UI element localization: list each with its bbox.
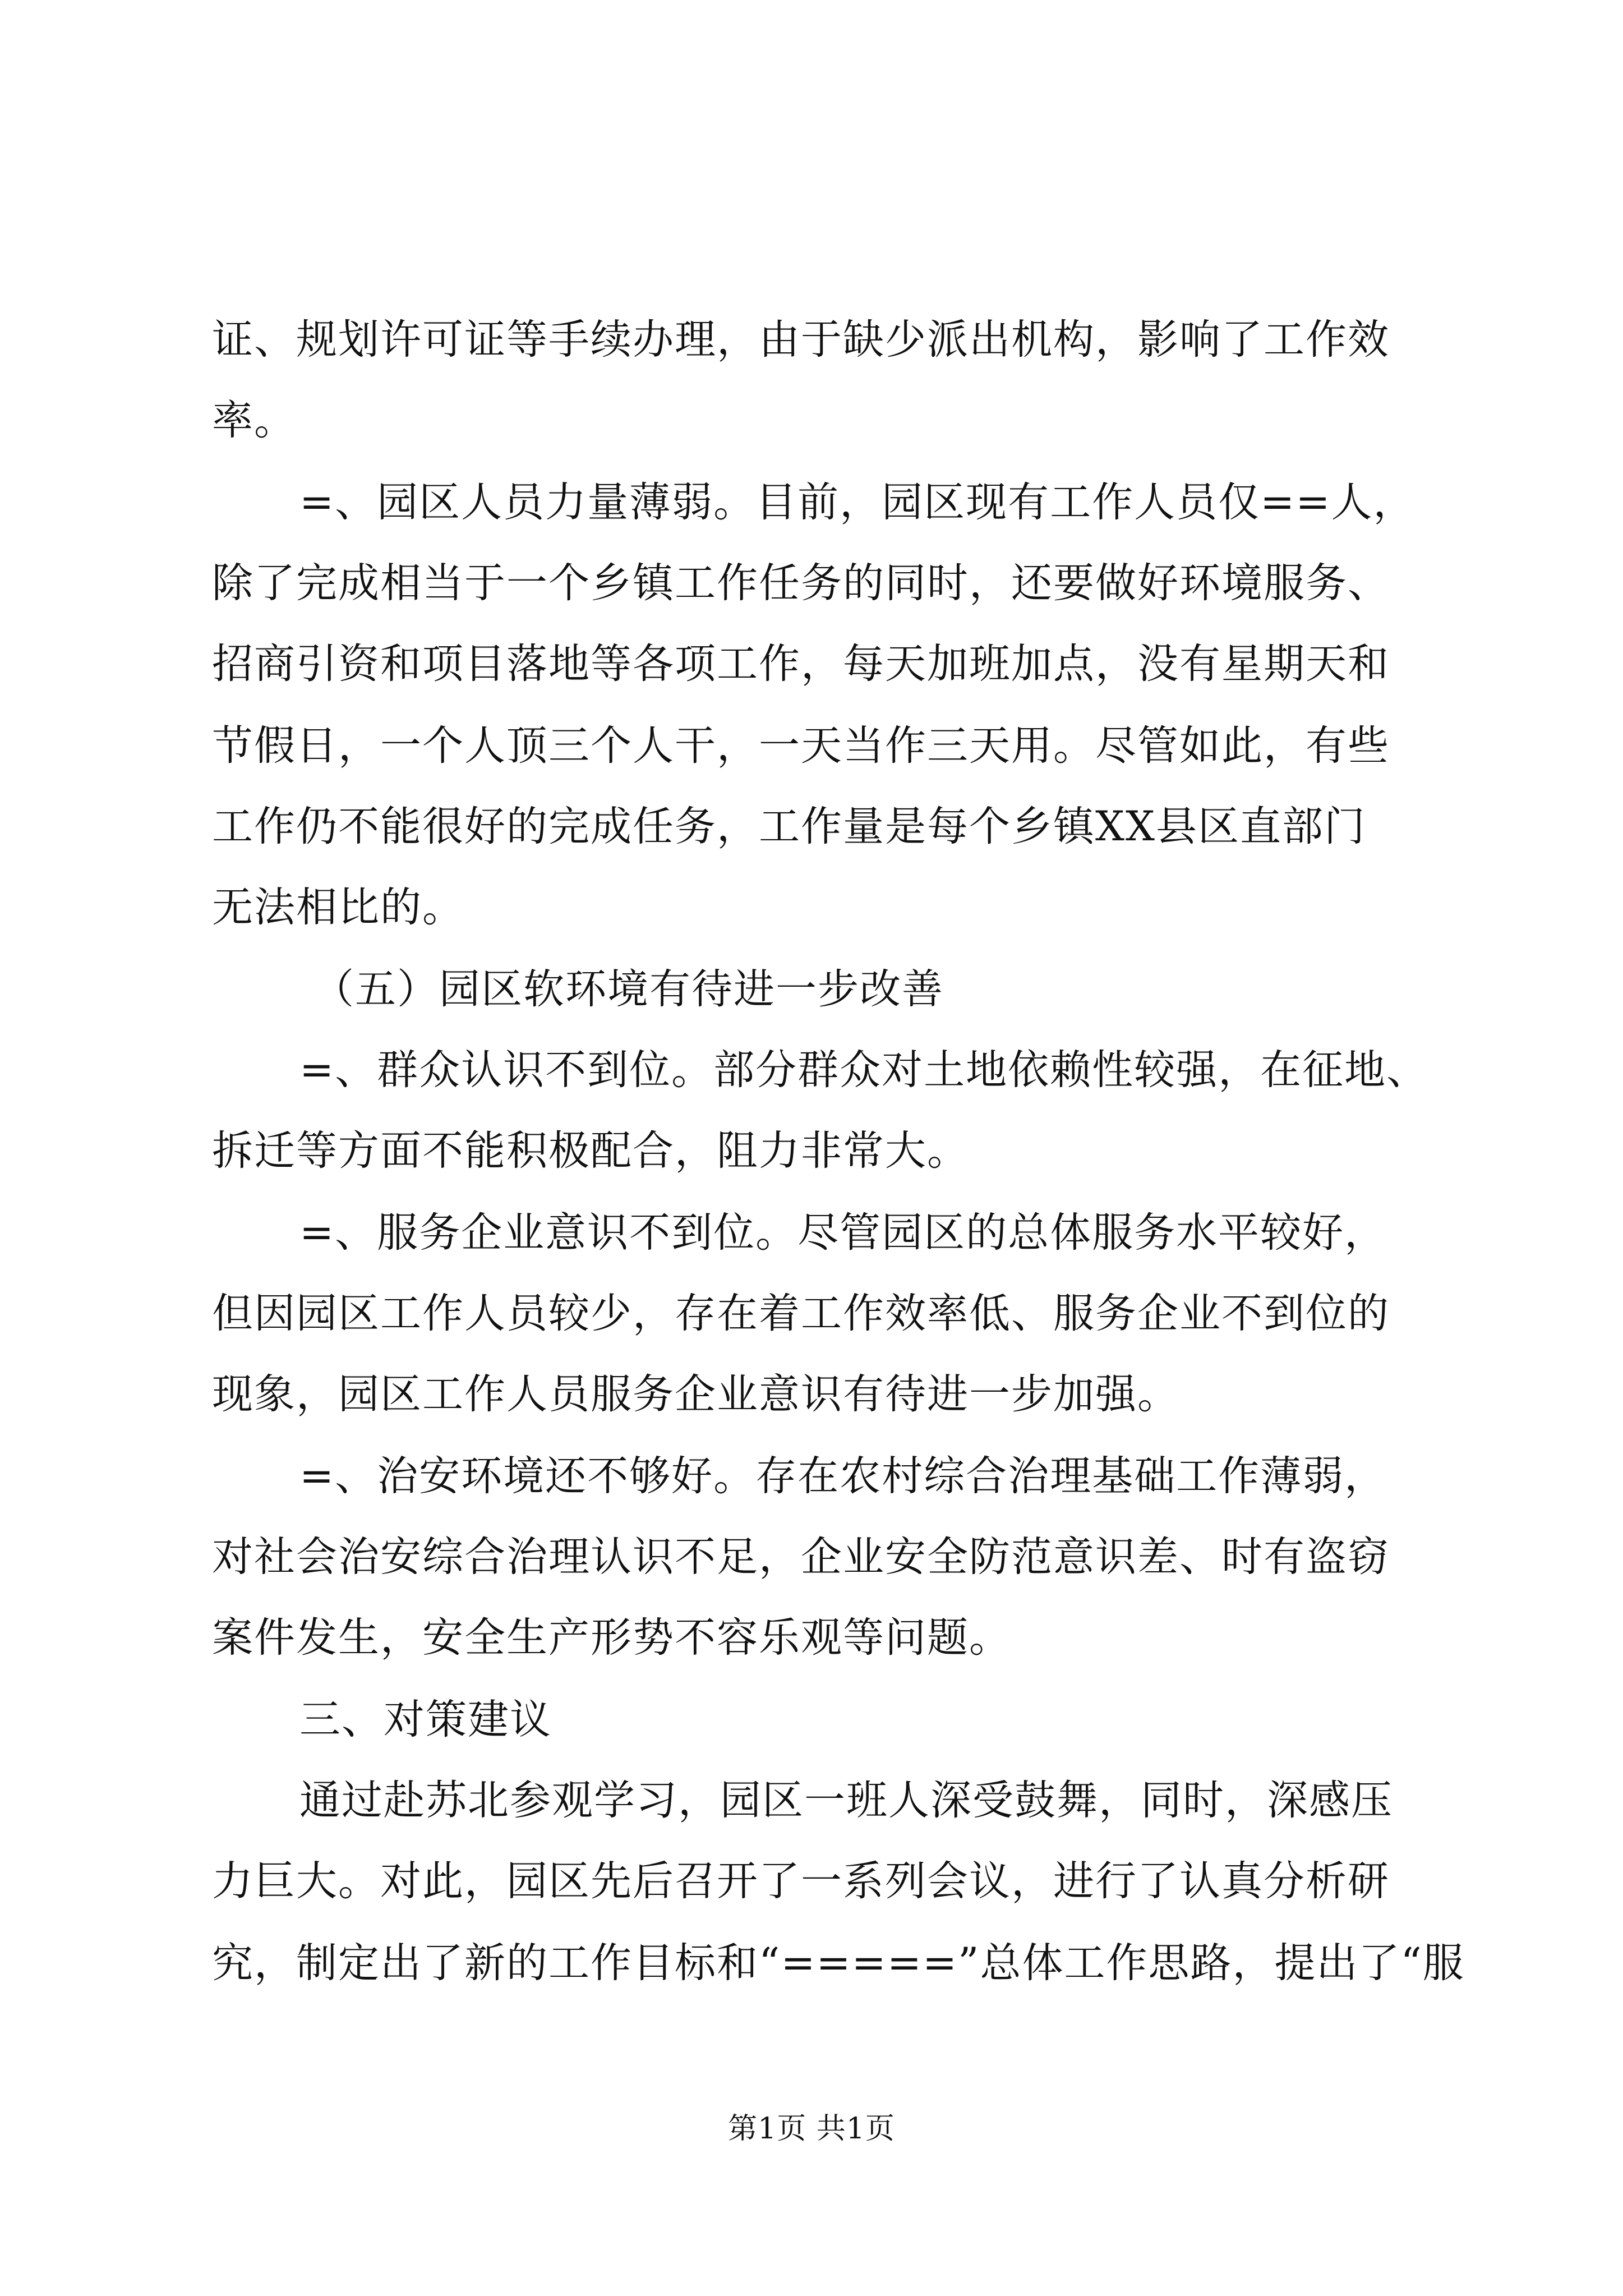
text-line: =、群众认识不到位。部分群众对土地依赖性较强，在征地、 (299, 1046, 1429, 1094)
text-line: 工作仍不能很好的完成任务，工作量是每个乡镇XX县区直部门 (212, 803, 1366, 850)
text-line: 招商引资和项目落地等各项工作，每天加班加点，没有星期天和 (212, 640, 1390, 688)
text-line: =、服务企业意识不到位。尽管园区的总体服务水平较好， (299, 1209, 1387, 1257)
section-heading: （五）园区软环境有待进一步改善 (313, 965, 944, 1013)
text-line: 率。 (212, 397, 296, 444)
section-heading: 三、对策建议 (299, 1696, 552, 1743)
text-line: 对社会治安综合治理认识不足，企业安全防范意识差、时有盗窃 (212, 1533, 1390, 1581)
text-line: 案件发生，安全生产形势不容乐观等问题。 (212, 1614, 1011, 1662)
text-line: 但因园区工作人员较少，存在着工作效率低、服务企业不到位的 (212, 1290, 1390, 1337)
text-line: 节假日，一个人顶三个人干，一天当作三天用。尽管如此，有些 (212, 722, 1390, 770)
text-line: =、治安环境还不够好。存在农村综合治理基础工作薄弱， (299, 1452, 1387, 1500)
text-line: 拆迁等方面不能积极配合，阻力非常大。 (212, 1127, 969, 1175)
text-line: 现象，园区工作人员服务企业意识有待进一步加强。 (212, 1370, 1179, 1418)
text-line: 无法相比的。 (212, 884, 464, 931)
text-line: 除了完成相当于一个乡镇工作任务的同时，还要做好环境服务、 (212, 559, 1390, 607)
page-footer (0, 2109, 1623, 2148)
page-number-label: 第1页 共1页 (728, 2112, 895, 2146)
text-line: =、园区人员力量薄弱。目前，园区现有工作人员仅==人， (299, 478, 1415, 526)
text-line: 究，制定出了新的工作目标和“=====”总体工作思路，提出了“服 (212, 1939, 1465, 1987)
text-line: 通过赴苏北参观学习，园区一班人深受鼓舞，同时，深感压 (299, 1777, 1393, 1824)
text-line: 证、规划许可证等手续办理，由于缺少派出机构，影响了工作效 (212, 316, 1390, 364)
text-line: 力巨大。对此，园区先后召开了一系列会议，进行了认真分析研 (212, 1857, 1390, 1905)
